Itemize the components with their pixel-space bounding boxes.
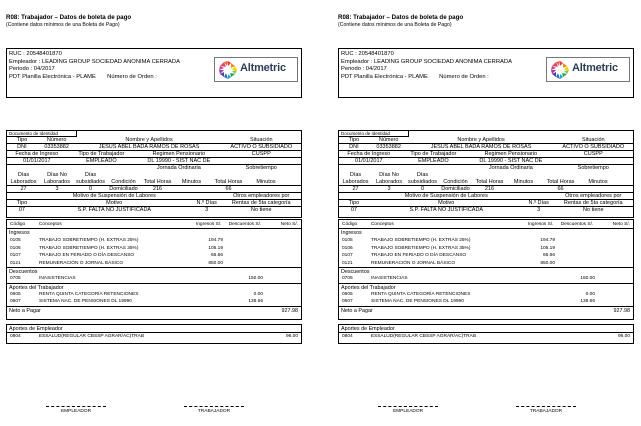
col-regimen: Regimen Pensionario [152, 151, 206, 157]
concept-income: 194.79 [208, 238, 223, 243]
table-row [339, 298, 633, 306]
period-line: Periodo : 04/2017 [341, 66, 387, 72]
overtime-hours: 66 [225, 186, 232, 192]
col-regimen: Regimen Pensionario [484, 151, 538, 157]
col-ingresos: Ingresos S/. [195, 222, 222, 227]
condition: Domiciliado [441, 186, 470, 192]
col-descuentos: Descuentos S/. [560, 222, 594, 227]
concept-name: SISTEMA NAC. DE PENSIONES DL 19990 [39, 299, 132, 304]
table-row [339, 275, 633, 283]
doc-type: DNI [349, 144, 359, 150]
descuentos-group-label: Descuentos [7, 267, 301, 275]
suspension-days: 3 [205, 207, 209, 213]
col-codigo: Código [342, 222, 358, 227]
logo-text: Altmetric [240, 62, 286, 74]
concept-code: 0107 [342, 253, 353, 258]
employment-header-row [339, 151, 633, 158]
col-nombre: Nombre y Apellidos [125, 137, 173, 143]
concept-code: 0605 [10, 291, 21, 297]
identity-section-label: Documento de Identidad [339, 131, 409, 137]
col-laborados: Laborados [10, 179, 37, 185]
company-header [338, 48, 634, 98]
identity-header-row [339, 137, 633, 144]
employer-contrib-label: Aportes de Empleador [339, 325, 633, 333]
table-row [7, 260, 301, 268]
payslip-right [338, 14, 634, 414]
jornada-label: Jornada Ordinaria [156, 165, 201, 171]
worker-type: EMPLEADO [86, 158, 117, 164]
signature-label: TRABAJADOR [197, 409, 231, 414]
concept-name: INASISTENCIAS [371, 276, 408, 281]
concept-name: TRABAJO EN FERIADO O DÍA DESCANSO [39, 253, 135, 258]
concept-amount: 96.00 [285, 334, 298, 339]
table-row [339, 252, 633, 260]
overtime-minutes [581, 186, 615, 192]
employer-line: Empleador : LEADING GROUP SOCIEDAD ANONIMA CERRADA [9, 58, 180, 65]
concept-amount: 96.00 [617, 334, 630, 339]
ruc-line: RUC : 20548401870 [9, 51, 62, 57]
aportes-group-label: Aportes del Trabajador [7, 283, 301, 291]
col-suspension-tipo: Tipo [348, 200, 360, 206]
concept-code: 0607 [10, 299, 21, 304]
suspension-col-row [339, 200, 633, 207]
worker-status: ACTIVO O SUBSIDIADO [230, 144, 293, 150]
suspension-header-row [7, 193, 301, 200]
payslip-subtitle: (Contiene datos mínimos de una Boleta de Pago) [6, 22, 120, 28]
ruc-line: RUC : 20548401870 [341, 51, 394, 57]
table-row [7, 333, 301, 341]
doc-number: 03353882 [44, 144, 69, 150]
col-fecha-ingreso: Fecha de Ingreso [15, 151, 59, 157]
signature-worker [184, 406, 244, 414]
concept-discount: 138.66 [248, 299, 263, 304]
pension-regime: DL 19990 - SIST NAC DE [147, 158, 211, 164]
payslip-title: R08: Trabajador – Datos de boleta de pago [338, 14, 464, 21]
aportes-group-label: Aportes del Trabajador [339, 283, 633, 291]
concept-name: RENTA QUINTA CATEGORÍA RETENCIONES [371, 291, 471, 297]
concept-name: TRABAJO SOBRETIEMPO (H. EXTRAS 25%) [371, 238, 471, 243]
employer-contributions-table [6, 324, 302, 344]
concept-code: 0105 [10, 238, 21, 243]
col-neto: Neto S/. [280, 222, 298, 227]
table-row [339, 291, 633, 299]
col-neto: Neto S/. [612, 222, 630, 227]
signature-employer [378, 406, 438, 414]
concept-income: 194.79 [540, 238, 555, 243]
concept-code: 0607 [342, 299, 353, 304]
suspension-header-row [339, 193, 633, 200]
col-dias-1: Días [17, 172, 30, 178]
days-header-row-a [339, 172, 633, 179]
col-total-horas-st: Total Horas [546, 179, 575, 185]
days-worked: 27 [20, 186, 27, 192]
concept-name: ESSALUD(REGULAR CBSSP AGRAR/AC)TRAB [38, 334, 145, 339]
col-suspension-tipo: Tipo [16, 200, 28, 206]
employer-line: Empleador : LEADING GROUP SOCIEDAD ANONIMA CERRADA [341, 58, 512, 65]
concept-income: 105.19 [540, 245, 555, 251]
col-minutos: Minutos [513, 179, 534, 185]
days-worked: 27 [352, 186, 359, 192]
suspension-reason: S.P. FALTA NO JUSTIFICADA [409, 207, 484, 213]
doc-number: 03353882 [376, 144, 401, 150]
col-codigo: Código [10, 222, 26, 227]
altmetric-logo [546, 57, 630, 82]
col-tipo-trabajador: Tipo de Trabajador [78, 151, 125, 157]
concept-discount: 0.00 [585, 291, 595, 297]
logo-text: Altmetric [572, 62, 618, 74]
col-suspension-motivo: Motivo [106, 200, 123, 206]
suspension-value-row [7, 207, 301, 214]
col-dias-no: Días No [47, 172, 67, 178]
days-header-row-a [7, 172, 301, 179]
other-employers-label: Otros empleadores por [233, 193, 290, 199]
col-total-horas: Total Horas [475, 179, 504, 185]
col-dias-no: Días No [379, 172, 399, 178]
order-number-label: Número de Orden : [439, 73, 489, 80]
concept-income: 850.00 [208, 260, 223, 266]
col-ingresos: Ingresos S/. [527, 222, 554, 227]
other-employers-value: No tiene [251, 207, 272, 213]
col-suspension-dias: N.º Días [196, 200, 217, 206]
pdt-label: PDT Planilla Electrónica - PLAME [341, 73, 428, 80]
cuspp-value [222, 158, 301, 164]
suspension-type: 07 [18, 207, 25, 213]
concepts-table [6, 219, 302, 320]
concept-code: 0106 [10, 245, 21, 251]
concepts-header-row [7, 220, 301, 229]
table-row [7, 291, 301, 299]
days-not-worked: 3 [387, 186, 391, 192]
worker-name: JESUS ABEL BADA RAMOS DE ROSAS [98, 144, 200, 150]
col-subsidiados: subsidiados [75, 179, 106, 185]
col-cuspp: CUSPP [251, 151, 271, 157]
employment-header-row [7, 151, 301, 158]
pdt-label: PDT Planilla Electrónica - PLAME [9, 73, 96, 80]
table-row [7, 275, 301, 283]
col-condicion: Condición [111, 179, 136, 185]
days-subsidized: 0 [88, 186, 93, 192]
concept-name: TRABAJO SOBRETIEMPO (H. EXTRAS 35%) [39, 245, 139, 251]
table-row [7, 245, 301, 253]
col-dias-2: Días [416, 172, 429, 178]
concept-code: 0107 [10, 253, 21, 258]
net-pay-value: 927.98 [613, 307, 630, 314]
suspension-value-row [339, 207, 633, 214]
concept-name: SISTEMA NAC. DE PENSIONES DL 19990 [371, 299, 464, 304]
table-row [339, 333, 633, 341]
employer-contributions-table [338, 324, 634, 344]
col-no-laborados: Laborados [376, 179, 402, 185]
col-tipo: Tipo [16, 137, 28, 143]
pension-regime: DL 19990 - SIST NAC DE [479, 158, 543, 164]
col-numero: Número [378, 137, 399, 143]
table-row [7, 298, 301, 306]
worker-name: JESUS ABEL BADA RAMOS DE ROSAS [430, 144, 532, 150]
col-rentas-5ta: Rentas de 5ta categoría [563, 200, 623, 206]
col-rentas-5ta: Rentas de 5ta categoría [231, 200, 291, 206]
altmetric-logo [214, 57, 298, 82]
concept-income: 66.66 [542, 253, 555, 258]
days-value-row [339, 186, 633, 193]
col-minutos-st: Minutos [588, 179, 608, 185]
suspension-reason: S.P. FALTA NO JUSTIFICADA [77, 207, 152, 213]
payslip-left [6, 14, 302, 414]
days-not-worked: 3 [55, 186, 59, 192]
concepts-header-row [339, 220, 633, 229]
col-no-laborados: Laborados [44, 179, 70, 185]
overtime-minutes [249, 186, 283, 192]
suspension-label: Motivo de Suspensión de Labores [72, 193, 156, 199]
concept-code: 0605 [342, 291, 353, 297]
suspension-label: Motivo de Suspensión de Labores [404, 193, 488, 199]
col-total-horas-st: Total Horas [214, 179, 243, 185]
concept-name: ESSALUD(REGULAR CBSSP AGRAR/AC)TRAB [370, 334, 477, 339]
jornada-label: Jornada Ordinaria [488, 165, 533, 171]
col-fecha-ingreso: Fecha de Ingreso [347, 151, 391, 157]
doc-type: DNI [17, 144, 27, 150]
days-header-row-b [339, 179, 633, 186]
concept-name: INASISTENCIAS [39, 276, 76, 281]
col-tipo: Tipo [348, 137, 360, 143]
concept-discount: 0.00 [253, 291, 263, 297]
descuentos-group-label: Descuentos [339, 267, 633, 275]
net-pay-label: Neto a Pagar [9, 307, 41, 314]
days-header-row-b [7, 179, 301, 186]
col-tipo-trabajador: Tipo de Trabajador [410, 151, 457, 157]
employment-value-row [7, 158, 301, 165]
suspension-type: 07 [350, 207, 357, 213]
hire-date: 01/01/2017 [355, 158, 383, 164]
worker-status: ACTIVO O SUBSIDIADO [562, 144, 625, 150]
col-suspension-dias: N.º Días [528, 200, 549, 206]
payslip-title: R08: Trabajador – Datos de boleta de pago [6, 14, 132, 21]
col-conceptos: Conceptos [38, 222, 62, 227]
altmetric-donut-icon [218, 60, 238, 80]
concept-code: 0705 [10, 276, 21, 281]
cuspp-value [554, 158, 633, 164]
col-dias-2: Días [84, 172, 97, 178]
col-cuspp: CUSPP [583, 151, 603, 157]
total-hours: 216 [152, 186, 163, 192]
concept-code: 0804 [342, 334, 353, 339]
employment-value-row [339, 158, 633, 165]
company-header [6, 48, 302, 98]
concept-code: 0106 [342, 245, 353, 251]
col-condicion: Condición [443, 179, 468, 185]
concept-discount: 150.00 [248, 276, 263, 281]
col-numero: Número [46, 137, 67, 143]
concept-code: 0121 [10, 260, 21, 266]
suspension-col-row [7, 200, 301, 207]
table-row [339, 260, 633, 268]
net-pay-row [7, 306, 301, 314]
concept-code: 0804 [10, 334, 21, 339]
col-descuentos: Descuentos S/. [228, 222, 262, 227]
concept-name: TRABAJO EN FERIADO O DÍA DESCANSO [371, 253, 467, 258]
concept-income: 850.00 [540, 260, 555, 266]
overtime-hours: 66 [557, 186, 564, 192]
ingresos-group-label: Ingresos [341, 230, 362, 236]
minutes [507, 186, 540, 192]
net-pay-label: Neto a Pagar [341, 307, 373, 314]
altmetric-donut-icon [550, 60, 570, 80]
total-hours: 216 [484, 186, 495, 192]
ingresos-group-label: Ingresos [9, 230, 30, 236]
other-employers-label: Otros empleadores por [565, 193, 622, 199]
col-minutos-st: Minutos [256, 179, 276, 185]
signature-employer [46, 406, 106, 414]
worker-type: EMPLEADO [418, 158, 449, 164]
condition: Domiciliado [109, 186, 138, 192]
other-employers-value: No tiene [583, 207, 604, 213]
concepts-table [338, 219, 634, 320]
concept-code: 0105 [342, 238, 353, 243]
days-value-row [7, 186, 301, 193]
col-suspension-motivo: Motivo [438, 200, 455, 206]
days-subsidized: 0 [420, 186, 425, 192]
col-situacion: Situación [249, 137, 273, 143]
sobretiempo-label: Sobretiempo [245, 165, 277, 171]
concept-code: 0705 [342, 276, 353, 281]
col-minutos: Minutos [181, 179, 202, 185]
identity-section-label: Documento de Identidad [7, 131, 77, 137]
table-row [339, 237, 633, 245]
concept-discount: 138.66 [580, 299, 595, 304]
employer-contrib-label: Aportes de Empleador [7, 325, 301, 333]
jornada-row [7, 165, 301, 172]
col-nombre: Nombre y Apellidos [457, 137, 505, 143]
col-conceptos: Conceptos [370, 222, 394, 227]
signature-label: TRABAJADOR [529, 409, 563, 414]
signature-label: EMPLEADOR [392, 409, 424, 414]
identity-table [6, 130, 302, 218]
identity-value-row [7, 144, 301, 151]
concept-name: REMUNERACIÓN O JORNAL BÁSICO [39, 260, 124, 266]
concept-discount: 150.00 [580, 276, 595, 281]
signature-label: EMPLEADOR [60, 409, 92, 414]
concept-name: REMUNERACIÓN O JORNAL BÁSICO [371, 260, 456, 266]
concept-name: TRABAJO SOBRETIEMPO (H. EXTRAS 25%) [39, 238, 139, 243]
table-row [7, 237, 301, 245]
signature-worker [516, 406, 576, 414]
sobretiempo-label: Sobretiempo [577, 165, 609, 171]
identity-header-row [7, 137, 301, 144]
period-line: Periodo : 04/2017 [9, 66, 55, 72]
minutes [175, 186, 208, 192]
table-row [339, 245, 633, 253]
concept-income: 66.66 [210, 253, 223, 258]
col-situacion: Situación [581, 137, 605, 143]
jornada-row [339, 165, 633, 172]
col-subsidiados: subsidiados [407, 179, 438, 185]
table-row [7, 252, 301, 260]
col-dias-1: Días [349, 172, 362, 178]
col-total-horas: Total Horas [143, 179, 172, 185]
suspension-days: 3 [537, 207, 541, 213]
net-pay-row [339, 306, 633, 314]
concept-name: RENTA QUINTA CATEGORÍA RETENCIONES [39, 291, 139, 297]
concept-code: 0121 [342, 260, 353, 266]
concept-income: 105.19 [208, 245, 223, 251]
hire-date: 01/01/2017 [23, 158, 51, 164]
order-number-label: Número de Orden : [107, 73, 157, 80]
payslip-subtitle: (Contiene datos mínimos de una Boleta de Pago) [338, 22, 452, 28]
col-laborados: Laborados [342, 179, 369, 185]
identity-table [338, 130, 634, 218]
concept-name: TRABAJO SOBRETIEMPO (H. EXTRAS 35%) [371, 245, 471, 251]
net-pay-value: 927.98 [281, 307, 298, 314]
identity-value-row [339, 144, 633, 151]
